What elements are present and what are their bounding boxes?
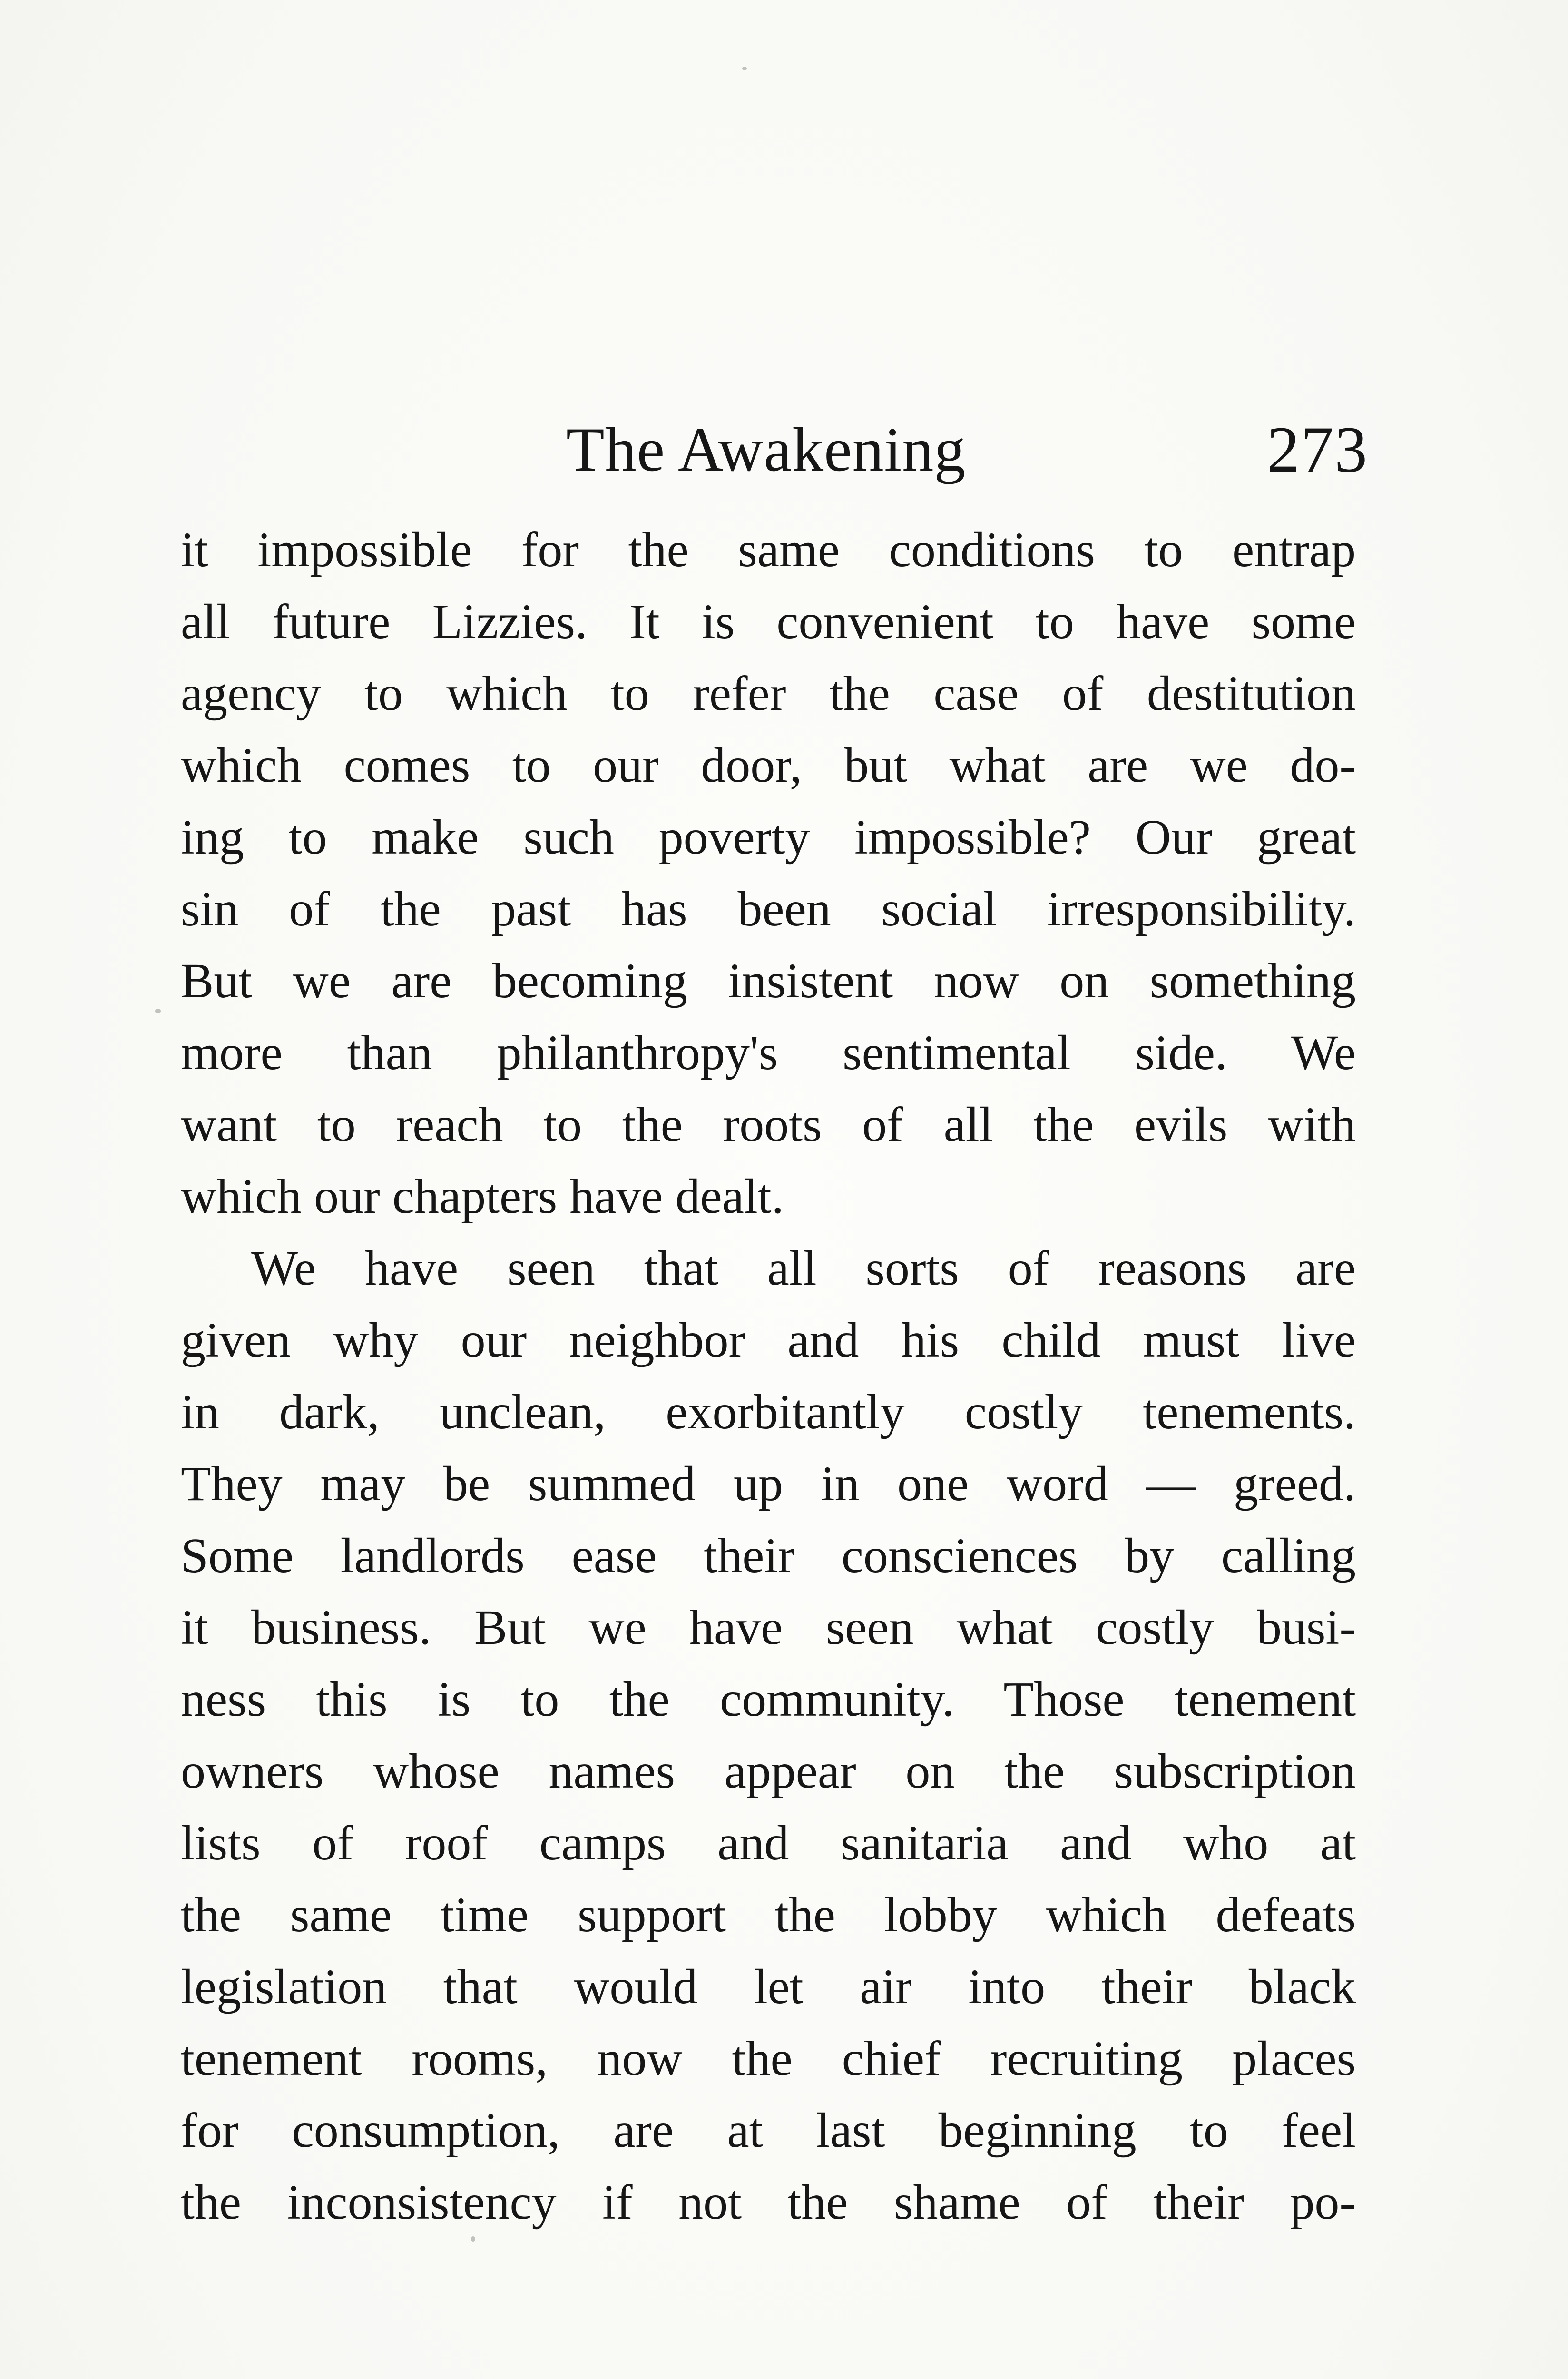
paper-speck <box>471 2236 475 2242</box>
text-line: more than philanthropy's sentimental side. We <box>181 1025 1356 1080</box>
text-line: lists of roof camps and sanitaria and who at <box>181 1816 1356 1870</box>
text-line: given why our neighbor and his child must live <box>181 1313 1356 1367</box>
text-line: it impossible for the same conditions to entrap <box>181 522 1356 577</box>
text-line: in dark, unclean, exorbitantly costly tenements. <box>181 1385 1356 1439</box>
text-line: They may be summed up in one word — greed. <box>181 1456 1356 1511</box>
text-line: the inconsistency if not the shame of their po- <box>181 2175 1356 2230</box>
paper-speck <box>155 1009 161 1013</box>
text-line: the same time support the lobby which defeats <box>181 1887 1356 1942</box>
text-line: which our chapters have dealt. <box>181 1169 784 1224</box>
text-line: it business. But we have seen what costly busi- <box>181 1600 1356 1655</box>
text-line: which comes to our door, but what are we do- <box>181 738 1356 793</box>
page-number: 273 <box>1267 413 1368 486</box>
text-line: want to reach to the roots of all the evils with <box>181 1097 1356 1152</box>
paper-speck <box>742 67 747 70</box>
text-line: Some landlords ease their consciences by calling <box>181 1528 1356 1583</box>
body-text <box>181 514 1356 2238</box>
text-line: We have seen that all sorts of reasons are <box>251 1241 1356 1296</box>
text-line: sin of the past has been social irresponsibility. <box>181 882 1356 936</box>
text-line: for consumption, are at last beginning to feel <box>181 2103 1356 2158</box>
chapter-title: The Awakening <box>566 414 966 484</box>
text-line: agency to which to refer the case of destitution <box>181 666 1356 721</box>
text-line: legislation that would let air into their black <box>181 1959 1356 2014</box>
paper-speck <box>1284 1627 1288 1631</box>
text-line: But we are becoming insistent now on something <box>181 954 1356 1008</box>
running-head <box>566 409 1368 490</box>
text-line: tenement rooms, now the chief recruiting places <box>181 2031 1356 2086</box>
text-line: all future Lizzies. It is convenient to have some <box>181 594 1356 649</box>
text-line: ing to make such poverty impossible? Our great <box>181 810 1356 865</box>
text-line: owners whose names appear on the subscription <box>181 1744 1356 1799</box>
text-line: ness this is to the community. Those tenement <box>181 1672 1356 1727</box>
